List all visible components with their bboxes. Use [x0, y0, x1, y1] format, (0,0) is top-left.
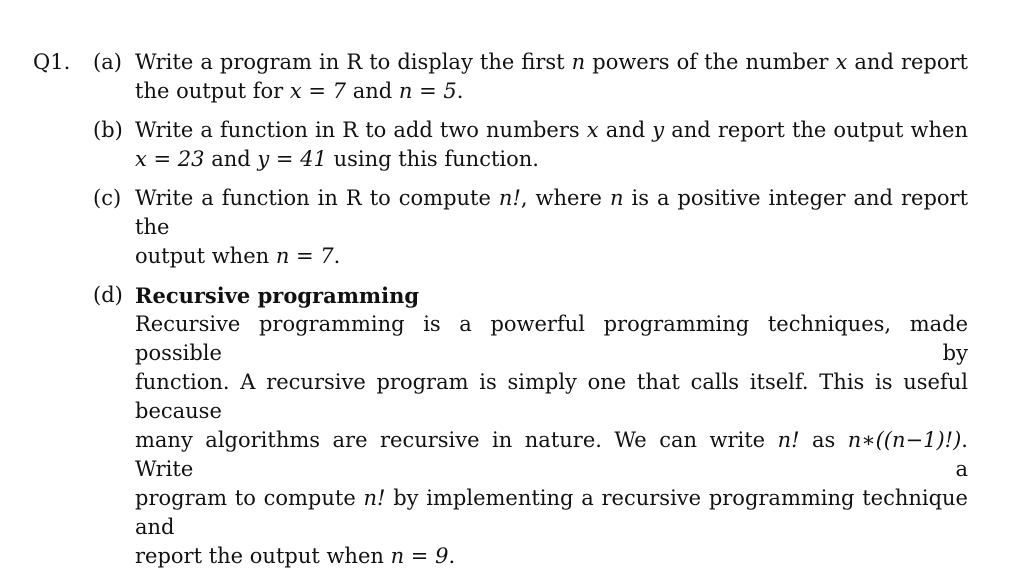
- math-eq: x = 23: [135, 147, 205, 171]
- text-run: output when: [135, 244, 276, 268]
- text-run: .: [448, 544, 456, 568]
- math-eq: n = 9: [390, 544, 449, 568]
- math-var: x: [835, 50, 848, 74]
- math-var: x: [586, 118, 599, 142]
- text-run: and: [204, 147, 258, 171]
- text-run: many algorithms are recursive in nature. We can write: [135, 428, 778, 452]
- part-d: [93, 281, 968, 571]
- math-expr: n!: [363, 486, 386, 510]
- math-eq: y = 41: [257, 147, 327, 171]
- text-run: and report: [847, 50, 968, 74]
- part-d-line-2: function. A recursive program is simply one that calls itself. This is useful because: [135, 370, 968, 423]
- part-d-label: (d): [93, 283, 123, 307]
- text-run: Write a function in R to compute: [135, 186, 499, 210]
- text-run: by implementing a recursive programming technique and: [135, 486, 968, 539]
- part-b: [93, 116, 968, 174]
- part-c-text: [135, 184, 968, 271]
- text-run: and: [346, 79, 399, 103]
- part-a-line-2: [135, 77, 968, 106]
- part-d-line-3: [135, 426, 968, 484]
- text-run: and report the output when: [664, 118, 968, 142]
- part-a-label: (a): [93, 50, 122, 74]
- part-b-line-2: [135, 145, 968, 174]
- text-run: .: [456, 79, 464, 103]
- part-b-text: [135, 116, 968, 174]
- math-expr: n∗((n−1)!): [847, 428, 962, 452]
- part-d-heading: Recursive programming: [135, 283, 420, 308]
- part-c-line-1: [135, 184, 968, 242]
- part-a-text: [135, 48, 968, 106]
- part-d-text: [135, 281, 968, 571]
- part-b-label: (b): [93, 118, 123, 142]
- part-a-line-1: [135, 48, 968, 77]
- text-run: powers of the number: [585, 50, 836, 74]
- text-run: . Write a: [135, 428, 968, 481]
- part-d-line-5: [135, 542, 968, 571]
- part-b-line-1: [135, 116, 968, 145]
- part-a: [93, 48, 968, 106]
- part-c-line-2: [135, 242, 968, 271]
- text-run: program to compute: [135, 486, 364, 510]
- text-run: the output for: [135, 79, 290, 103]
- math-var: n: [571, 50, 586, 74]
- text-run: as: [799, 428, 848, 452]
- math-eq: x = 7: [289, 79, 347, 103]
- text-run: Write a function in R to add two numbers: [135, 118, 587, 142]
- math-var: y: [652, 118, 665, 142]
- text-run: and: [598, 118, 653, 142]
- math-var: n: [609, 186, 624, 210]
- text-run: using this function.: [326, 147, 539, 171]
- question-block: [33, 48, 968, 571]
- text-run: report the output when: [135, 544, 391, 568]
- part-d-line-4: [135, 484, 968, 542]
- math-eq: n = 7: [275, 244, 334, 268]
- math-eq: n = 5: [398, 79, 457, 103]
- text-run: Write a program in R to display the first: [135, 50, 572, 74]
- part-c-label: (c): [93, 186, 122, 210]
- text-run: , where: [520, 186, 610, 210]
- text-run: is a positive integer and report the: [135, 186, 969, 239]
- math-expr: n!: [777, 428, 800, 452]
- math-expr: n!: [498, 186, 521, 210]
- text-run: .: [333, 244, 341, 268]
- question-number: Q1.: [33, 50, 71, 74]
- part-c: [93, 184, 968, 271]
- part-d-line-1: Recursive programming is a powerful programming techniques, made possible by: [135, 312, 968, 365]
